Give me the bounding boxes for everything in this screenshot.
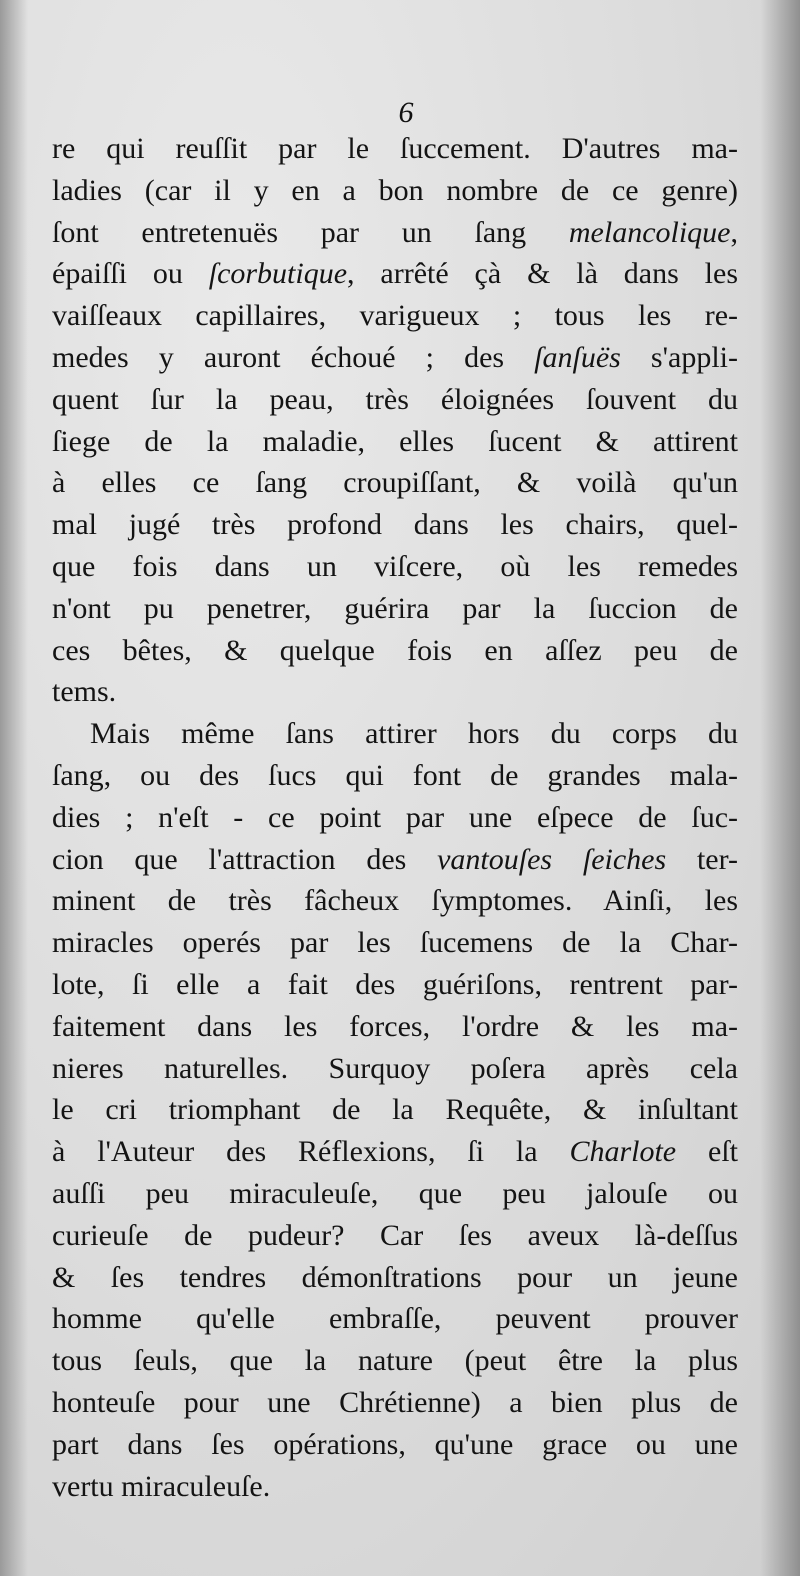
text-run: tems. xyxy=(52,675,117,709)
italic-text-run: Charlote xyxy=(569,1135,677,1169)
text-run: ces bêtes, & quelque fois en aſſez peu de xyxy=(52,633,738,667)
text-run: vertu miraculeuſe. xyxy=(52,1469,271,1503)
text-run: medes y auront échoué ; des xyxy=(52,340,535,374)
text-line xyxy=(52,546,738,588)
text-line xyxy=(52,295,738,337)
italic-text-run: ſcorbutique xyxy=(208,257,348,291)
text-run: miracles operés par les ſucemens de la Char- xyxy=(52,926,738,960)
text-line xyxy=(52,1424,738,1466)
text-run: s'appli- xyxy=(620,340,738,374)
text-run: ter- xyxy=(666,842,738,876)
text-run: minent de très fâcheux ſymptomes. Ainſi, les xyxy=(52,884,738,918)
text-run: quent ſur la peau, très éloignées ſouvent du xyxy=(52,382,738,416)
text-line xyxy=(52,337,738,379)
text-run: à l'Auteur des Réflexions, ſi la xyxy=(52,1135,570,1169)
text-run: & ſes tendres démonſtrations pour un jeune xyxy=(52,1260,738,1294)
text-run: mal jugé très profond dans les chairs, quel- xyxy=(52,508,738,542)
text-line xyxy=(52,379,738,421)
page-number: 6 xyxy=(398,96,414,129)
text-run: re qui reuſſit par le ſuccement. D'autres ma- xyxy=(52,132,738,165)
italic-text-run: ſanſuës xyxy=(534,340,621,374)
text-run: à elles ce ſang croupiſſant, & voilà qu'un xyxy=(52,466,738,500)
text-line xyxy=(52,630,738,672)
text-line xyxy=(52,922,738,964)
text-line xyxy=(52,170,738,212)
text-line xyxy=(52,1006,738,1048)
text-run: ladies (car il y en a bon nombre de ce genre) xyxy=(52,173,738,207)
italic-text-run: vantouſes ſeiches xyxy=(437,842,667,876)
text-line xyxy=(52,1131,738,1173)
text-run: tous ſeuls, que la nature (peut être la plus xyxy=(52,1344,738,1378)
text-run: ſont entretenuës par un ſang xyxy=(52,215,569,249)
text-line xyxy=(52,713,738,755)
text-run: ſang, ou des ſucs qui font de grandes mala- xyxy=(52,758,738,792)
text-line xyxy=(52,671,738,713)
text-line xyxy=(52,1298,738,1340)
text-line xyxy=(52,1466,738,1508)
text-run: n'ont pu penetrer, guérira par la ſuccion de xyxy=(52,591,738,625)
text-line xyxy=(52,755,738,797)
text-run: homme qu'elle embraſſe, peuvent prouver xyxy=(52,1302,738,1336)
text-line xyxy=(52,128,738,170)
text-run: lote, ſi elle a fait des guériſons, rentrent par- xyxy=(52,967,738,1001)
text-run: le cri triomphant de la Requête, & inſultant xyxy=(52,1093,738,1127)
text-line xyxy=(52,839,738,881)
text-line xyxy=(52,1340,738,1382)
text-run: ſiege de la maladie, elles ſucent & attirent xyxy=(52,424,738,458)
text-line xyxy=(52,1089,738,1131)
text-run: curieuſe de pudeur? Car ſes aveux là-deſſus xyxy=(52,1218,738,1252)
text-line xyxy=(52,253,738,295)
text-line xyxy=(52,421,738,463)
text-run: eſt xyxy=(676,1135,738,1169)
text-run: cion que l'attraction des xyxy=(52,842,438,876)
text-line xyxy=(52,1048,738,1090)
text-run: auſſi peu miraculeuſe, que peu jalouſe ou xyxy=(52,1176,738,1210)
text-line xyxy=(52,1215,738,1257)
text-line xyxy=(52,1173,738,1215)
text-line xyxy=(52,964,738,1006)
text-run: Mais même ſans attirer hors du corps du xyxy=(90,717,738,751)
text-line xyxy=(52,504,738,546)
text-run: , xyxy=(730,215,738,249)
text-line xyxy=(52,880,738,922)
text-run: que fois dans un viſcere, où les remedes xyxy=(52,549,738,583)
text-line xyxy=(52,588,738,630)
text-run: part dans ſes opérations, qu'une grace ou une xyxy=(52,1427,738,1461)
text-line xyxy=(52,212,738,254)
text-run: épaiſſi ou xyxy=(52,257,209,291)
text-line xyxy=(52,1257,738,1299)
text-run: honteuſe pour une Chrétienne) a bien plus de xyxy=(52,1385,738,1419)
text-line xyxy=(52,462,738,504)
text-run: vaiſſeaux capillaires, varigueux ; tous les re- xyxy=(52,299,738,333)
text-line xyxy=(52,797,738,839)
italic-text-run: melancolique xyxy=(568,215,731,249)
text-run: dies ; n'eſt - ce point par une eſpece de ſuc- xyxy=(52,800,738,834)
text-run: , arrêté çà & là dans les xyxy=(347,257,738,291)
body-text xyxy=(52,128,738,1507)
text-run: faitement dans les forces, l'ordre & les ma- xyxy=(52,1009,738,1043)
text-line xyxy=(52,1382,738,1424)
text-run: nieres naturelles. Surquoy poſera après cela xyxy=(52,1051,738,1085)
